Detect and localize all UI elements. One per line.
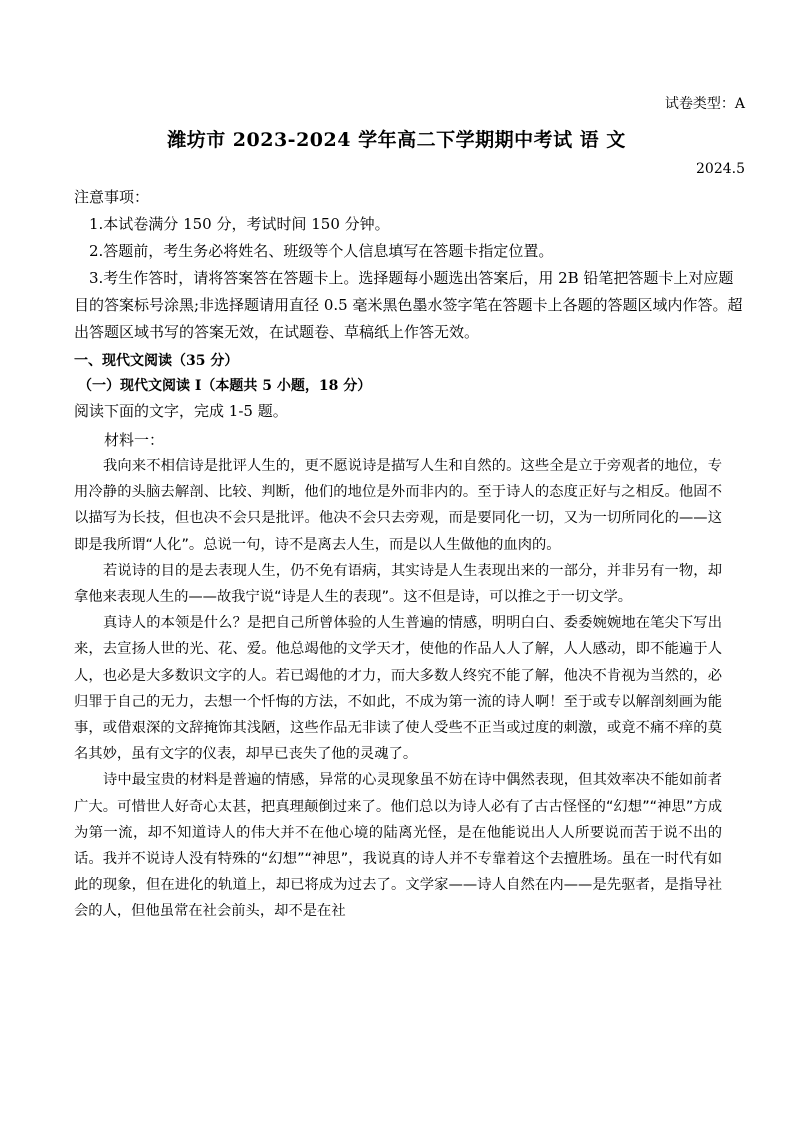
exam-date: 2024.5 <box>696 161 745 177</box>
material-paragraph-4: 诗中最宝贵的材料是普遍的情感，异常的心灵现象虽不妨在诗中偶然表现，但其效率决不能如前者广大。可惜世人好奇心太甚，把真理颠倒过来了。他们总以为诗人必有了古古怪怪的“幻想”“神思”方成为第一流，却不知道诗人的伟大并不在他心境的陆离光怪，是在他能说出人人所要说而苦于说不出的话。我并不说诗人没有特殊的“幻想”“神思”，我说真的诗人并不专靠着这个去擅胜场。虽在一时代有如此的现象，但在进化的轨道上，却已将成为过去了。文学家——诗人自然在内——是先驱者，是指导社会的人，但他虽常在社会前头，却不是在社 <box>74 772 722 920</box>
notice-item-3: 3.考生作答时，请将答案答在答题卡上。选择题每小题选出答案后，用 2B 铅笔把答题卡上对应题目的答案标号涂黑;非选择题请用直径 0.5 毫米黑色墨水签字笔在答题卡上各题的答题区域内作答。超出答题区域书写的答案无效，在试题卷、草稿纸上作答无效。 <box>74 269 743 341</box>
material-label: 材料一： <box>104 431 165 449</box>
notice-item-2: 2.答题前，考生务必将姓名、班级等个人信息填写在答题卡指定位置。 <box>89 242 554 260</box>
notices-heading: 注意事项： <box>74 188 150 206</box>
subsection-heading: （一）现代文阅读 I（本题共 5 小题，18 分） <box>78 378 372 394</box>
paper-type-label: 试卷类型：A <box>664 96 745 112</box>
material-paragraph-2: 若说诗的目的是去表现人生，仍不免有语病，其实诗是人生表现出来的一部分，并非另有一物，却拿他来表现人生的——故我宁说“诗是人生的表现”。这不但是诗，可以推之于一切文学。 <box>74 562 722 606</box>
section-heading: 一、现代文阅读（35 分） <box>74 353 239 369</box>
reading-instruction: 阅读下面的文字，完成 1-5 题。 <box>74 402 288 420</box>
notice-item-1: 1.本试卷满分 150 分，考试时间 150 分钟。 <box>89 215 390 233</box>
material-paragraph-1: 我向来不相信诗是批评人生的，更不愿说诗是描写人生和自然的。这些全是立于旁观者的地位，专用冷静的头脑去解剖、比较、判断，他们的地位是外而非内的。至于诗人的态度正好与之相反。他固不以描写为长技，但也决不会只是批评。他决不会只去旁观，而是要同化一切，又为一切所同化的——这即是我所谓“人化”。总说一句，诗不是离去人生，而是以人生做他的血肉的。 <box>74 458 722 553</box>
exam-title: 潍坊市 2023-2024 学年高二下学期期中考试 语 文 <box>167 129 626 151</box>
notices-block <box>74 184 744 346</box>
material-text <box>74 453 722 925</box>
material-paragraph-3: 真诗人的本领是什么？是把自己所曾体验的人生普遍的情感，明明白白、委委婉婉地在笔尖下写出来，去宣扬人世的光、花、爱。他总竭他的文学天才，使他的作品人人了解，人人感动，即不能遍于人人，也必是大多数识文字的人。若已竭他的才力，而大多数人终究不能了解，他决不肯视为当然的，必归罪于自己的无力，去想一个忏悔的方法，不如此，不成为第一流的诗人啊！至于或专以解剖刻画为能事，或借艰深的文辞掩饰其浅陋，这些作品无非读了使人受些不正当或过度的刺激，或竟不痛不痒的莫名其妙，虽有文字的仪表，却早已丧失了他的灵魂了。 <box>74 615 722 763</box>
